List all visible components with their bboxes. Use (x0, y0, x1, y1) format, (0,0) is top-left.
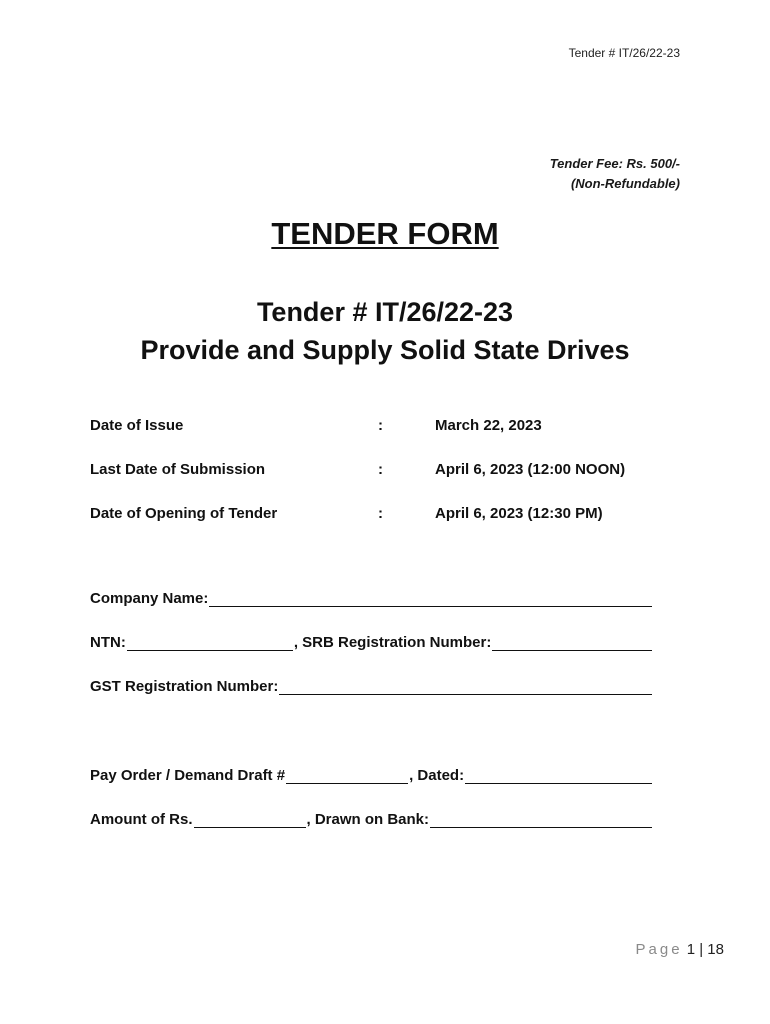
date-row-opening (90, 505, 690, 549)
header-tender-ref: Tender # IT/26/22-23 (568, 46, 680, 60)
pay-order-label: Pay Order / Demand Draft # (90, 767, 286, 784)
date-row-submission (90, 461, 690, 505)
dated-label: , Dated: (409, 767, 465, 784)
date-value: March 22, 2023 (435, 417, 542, 434)
tender-fee-amount: Tender Fee: Rs. 500/- (549, 156, 680, 171)
ntn-blank[interactable] (127, 635, 293, 651)
page-number: 1 | 18 (686, 941, 724, 958)
dates-table (90, 417, 690, 549)
gst-blank[interactable] (279, 679, 652, 695)
date-value: April 6, 2023 (12:30 PM) (435, 505, 603, 522)
company-name-label: Company Name: (90, 590, 209, 607)
tender-number-heading: Tender # IT/26/22-23 (256, 297, 514, 327)
company-name-blank[interactable] (209, 591, 652, 607)
gst-label: GST Registration Number: (90, 678, 279, 695)
tender-subject-heading: Provide and Supply Solid State Drives (140, 335, 630, 365)
srb-blank[interactable] (492, 635, 652, 651)
ntn-srb-field (90, 634, 653, 651)
date-row-issue (90, 417, 690, 461)
page-word: Page (635, 941, 683, 958)
tender-fee-note: (Non-Refundable) (570, 176, 680, 191)
bank-label: , Drawn on Bank: (306, 811, 430, 828)
pay-order-field (90, 767, 653, 784)
tender-fee-block (550, 154, 680, 194)
amount-field (90, 811, 653, 828)
amount-label: Amount of Rs. (90, 811, 193, 828)
date-separator: : (378, 417, 383, 434)
srb-label: , SRB Registration Number: (293, 634, 492, 651)
ntn-label: NTN: (90, 634, 126, 651)
company-name-field (90, 590, 653, 607)
pay-order-blank[interactable] (286, 768, 408, 784)
amount-blank[interactable] (194, 812, 306, 828)
gst-field (90, 678, 653, 695)
date-label: Date of Issue (90, 417, 184, 434)
date-separator: : (378, 505, 383, 522)
bank-blank[interactable] (430, 812, 652, 828)
date-value: April 6, 2023 (12:00 NOON) (435, 461, 626, 478)
date-label: Last Date of Submission (90, 461, 266, 478)
date-separator: : (378, 461, 383, 478)
dated-blank[interactable] (465, 768, 652, 784)
date-label: Date of Opening of Tender (90, 505, 278, 522)
page-title: TENDER FORM (271, 216, 499, 251)
page-number-footer (636, 941, 724, 958)
